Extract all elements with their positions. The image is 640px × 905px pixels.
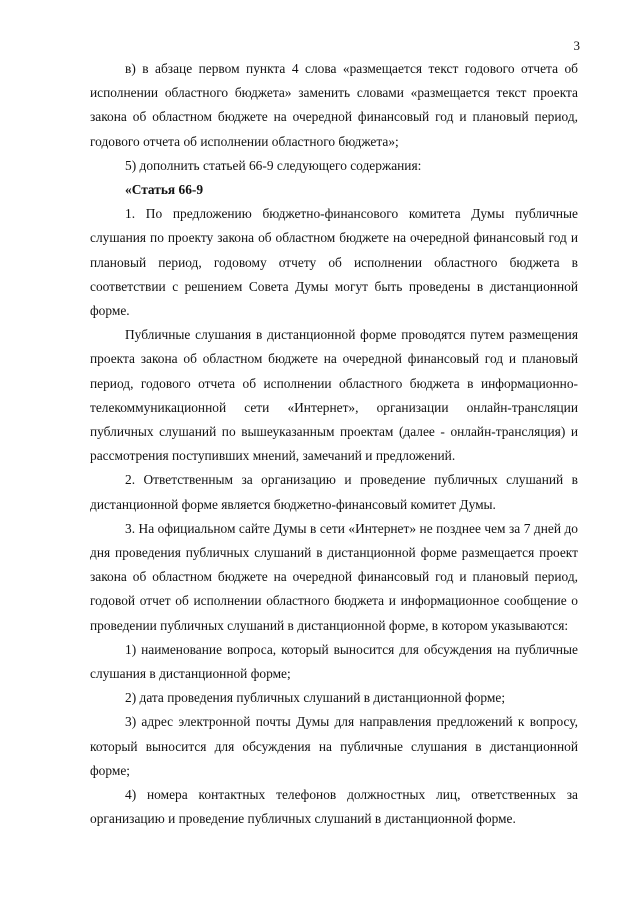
list-item-2: 2) дата проведения публичных слушаний в дистанционной форме; [125, 690, 506, 706]
paragraph-amendment-v: в) в абзаце первом пункта 4 слова «размещается текст годового отчета об исполнении областного бюджета» заменить словами «размещается текст проекта закона об областном бюджете на очередной финансовый год и плановый период, годового отчета об исполнении областного бюджета»; [90, 61, 578, 149]
list-item-3: 3) адрес электронной почты Думы для направления предложений к вопросу, который выносится для обсуждения на публичные слушания в дистанционной форме; [90, 714, 578, 778]
paragraph-clause-3: 3. На официальном сайте Думы в сети «Интернет» не позднее чем за 7 дней до дня проведения публичных слушаний в дистанционной форме размещается проект закона об областном бюджете на очередной финансовый год и плановый период, годовой отчет об исполнении областного бюджета и информационное сообщение о проведении публичных слушаний в дистанционной форме, в котором указываются: [90, 520, 578, 633]
article-heading: «Статья 66-9 [125, 182, 204, 198]
page-number: 3 [573, 38, 580, 53]
paragraph-clause-1: 1. По предложению бюджетно-финансового комитета Думы публичные слушания по проекту закона об областном бюджете на очередной финансовый год и плановый период, годовому отчету об исполнении областного бюджета в соответствии с решением Совета Думы могут быть проведены в дистанционной форме. [90, 206, 578, 319]
document-body [90, 57, 578, 832]
list-item-4: 4) номера контактных телефонов должностных лиц, ответственных за организацию и проведение публичных слушаний в дистанционной форме. [90, 787, 578, 827]
paragraph-clause-1-part-2: Публичные слушания в дистанционной форме проводятся путем размещения проекта закона об областном бюджете на очередной финансовый год и плановый период, годового отчета об исполнении областного бюджета в информационно-телекоммуникационной сети «Интернет», организации онлайн-трансляции публичных слушаний по вышеуказанным проектам (далее - онлайн-трансляция) и рассмотрения поступивших мнений, замечаний и предложений. [90, 327, 578, 464]
paragraph-clause-2: 2. Ответственным за организацию и проведение публичных слушаний в дистанционной форме является бюджетно-финансовый комитет Думы. [90, 472, 578, 512]
paragraph-item-5: 5) дополнить статьей 66-9 следующего содержания: [125, 157, 422, 173]
list-item-1: 1) наименование вопроса, который выносится для обсуждения на публичные слушания в дистанционной форме; [90, 641, 578, 682]
